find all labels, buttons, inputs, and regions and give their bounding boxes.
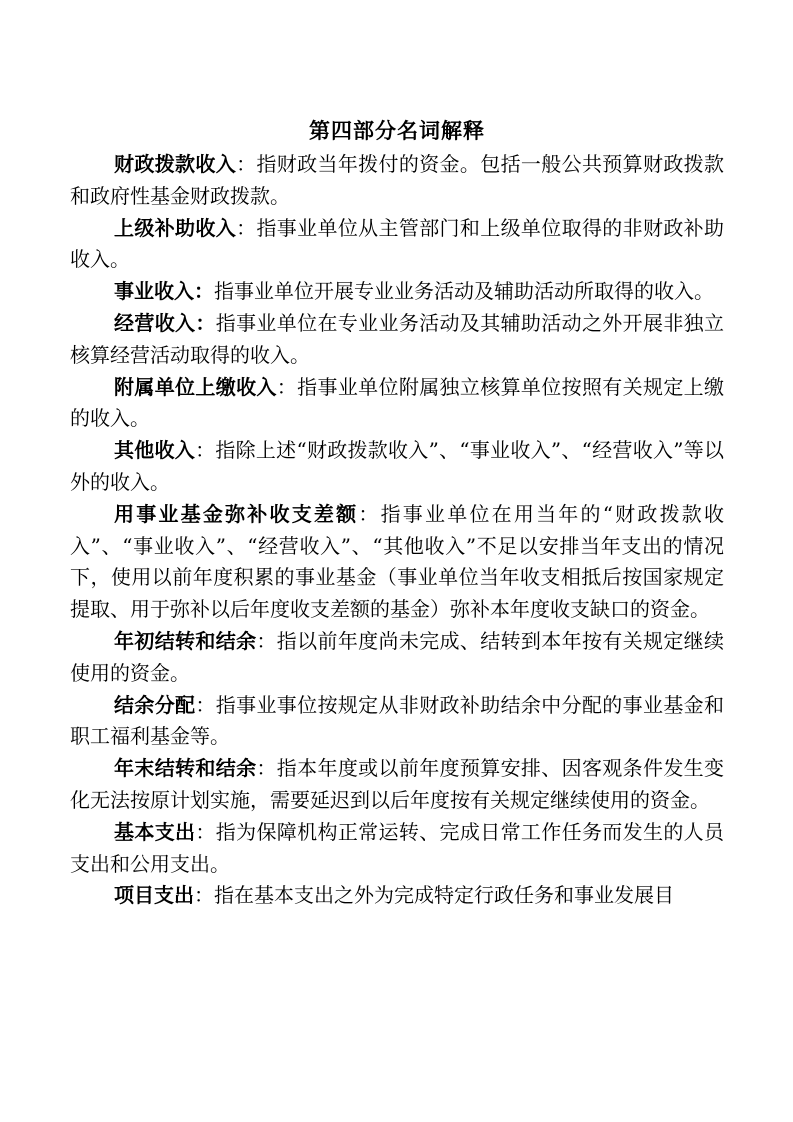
definition-entry <box>70 690 724 754</box>
definition-term: 经营收入： <box>114 310 216 335</box>
definition-entry <box>70 626 724 690</box>
definition-text: 指事业单位从主管部门和上级单位取得的非财政补助收入。 <box>70 215 725 272</box>
document-page <box>70 116 724 912</box>
definition-separator: ： <box>256 756 277 781</box>
definition-text: 指事业单位开展专业业务活动及辅助活动所取得的收入。 <box>214 279 714 304</box>
definition-entry <box>70 276 724 308</box>
definition-separator: ： <box>195 438 216 463</box>
definition-separator: ： <box>236 215 257 240</box>
definition-text: 指事业单位附属独立核算单位按照有关规定上缴的收入。 <box>70 374 725 431</box>
definition-entry <box>70 817 724 881</box>
definition-term: 基本支出 <box>114 819 196 844</box>
definition-text: 指事业事位按规定从非财政补助结余中分配的事业基金和职工福利基金等。 <box>70 692 725 749</box>
definition-text: 指事业单位在专业业务活动及其辅助活动之外开展非独立核算经营活动取得的收入。 <box>70 310 725 367</box>
definition-separator: ： <box>194 883 214 908</box>
definition-entry <box>70 372 724 436</box>
definition-term: 附属单位上缴收入 <box>114 374 277 399</box>
definition-entry <box>70 308 724 372</box>
definition-separator: ： <box>195 819 216 844</box>
definition-entry <box>70 149 724 213</box>
definition-entry <box>70 435 724 499</box>
definition-term: 年末结转和结余 <box>114 756 257 781</box>
definition-separator: ： <box>358 501 381 526</box>
definition-text: 指本年度或以前年度预算安排、因客观条件发生变化无法按原计划实施，需要延迟到以后年度按有关规定继续使用的资金。 <box>70 756 725 812</box>
definition-entry <box>70 213 724 277</box>
definition-text: 指财政当年拨付的资金。包括一般公共预算财政拨款和政府性基金财政拨款。 <box>70 152 725 208</box>
definition-term: 用事业基金弥补收支差额 <box>114 501 359 526</box>
definition-term: 年初结转和结余 <box>114 628 257 653</box>
definition-term: 财政拨款收入 <box>114 152 237 176</box>
definition-entry <box>70 499 724 626</box>
definition-entry <box>70 880 724 912</box>
definition-separator: ： <box>276 374 298 399</box>
definition-separator: ： <box>256 628 277 653</box>
definition-term: 项目支出 <box>114 883 194 908</box>
definition-separator: ： <box>236 152 257 176</box>
section-title: 第四部分名词解释 <box>309 119 485 143</box>
definition-text: 指以前年度尚未完成、结转到本年按有关规定继续使用的资金。 <box>70 628 725 685</box>
definition-entry <box>70 753 724 817</box>
definition-text: 指除上述“财政拨款收入”、“事业收入”、“经营收入”等以外的收入。 <box>70 438 725 494</box>
definition-text: 指为保障机构正常运转、完成日常工作任务而发生的人员支出和公用支出。 <box>70 819 725 876</box>
definition-term: 事业收入： <box>114 279 214 304</box>
definition-text: 指在基本支出之外为完成特定行政任务和事业发展目 <box>214 883 674 908</box>
definition-term: 上级补助收入 <box>114 215 237 240</box>
definition-text: 指事业单位在用当年的“财政拨款收入”、“事业收入”、“经营收入”、“其他收入”不足以安排当年支出的情况下，使用以前年度积累的事业基金（事业单位当年收支相抵后按国家规定提取、用于弥补以后年度收支差额的基金）弥补本年度收支缺口的资金。 <box>70 501 725 622</box>
definition-term: 其他收入 <box>114 438 196 463</box>
definition-term: 结余分配 <box>114 692 196 717</box>
definition-separator: ： <box>195 692 216 717</box>
